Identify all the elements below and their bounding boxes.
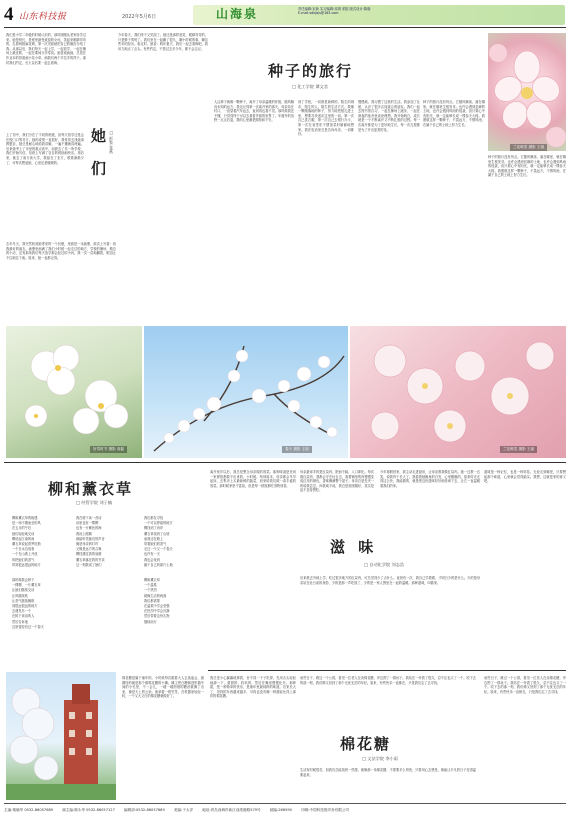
- tamen-body-c: 去年冬天，我突然收到她寄来的一个包裹，里面是一本画册，扉页上写着：给我最好的朋友。画册里画满了我们小时候一起走过的地方，学校的操场，路边的小店，还有那条我们每天放学都会经过的小河。我一页一页地翻着，眼泪止不住地往下流。原来，她一直都记得。: [6, 242, 116, 260]
- left-photo-caption: 好雪时节 摄影 高磊: [90, 446, 127, 453]
- cotton-body-e: 前些日子，路过一个公园，看见一位老人在卖棉花糖，旁边围了一群孩子。我站在一旁看了很久，忍不住也买了一个。咬下去的那一刻，我仿佛又回到了那个无忧无虑的年纪。原来，有些快乐一直都在，只是我们忘了去寻找。: [484, 676, 566, 694]
- footer-typesetting: 美编:于太洋: [173, 808, 194, 812]
- lavender-poem-col1: 柳和薰衣草的相遇 是一场不期而至的风 在五月的午后 她们轻轻地交谈 柳说起江南的雨 薰衣草说起普罗旺斯 一个在水边低垂 一个在山坡上开放 风把她们的香气 带到很远很远的地方: [12, 516, 41, 567]
- footer-postcode: 邮编:266590: [269, 808, 292, 812]
- blossom-drawing: [488, 33, 566, 151]
- cotton-body-a: 棉花糖是属于童年的。小时候每次跟着大人去逛庙会，最期待的就是那个做棉花糖的小摊。摊主把白糖倒进机器中间的小孔里，不一会儿，一缕一缕细细的糖丝就飘了出来，像是天上的云朵。他拿着一根竹签，在机器里轻轻一转，一个又大又白的棉花糖就做好了。: [122, 676, 204, 699]
- lavender-byline: □ 经管学院 刘子楠: [76, 500, 112, 505]
- section-title: 山海泉: [216, 7, 259, 21]
- zhongzi-byline: □ 化工学院 谭文君: [292, 84, 328, 89]
- ziwei-body-e: 滋味是一种记忆，也是一种牵挂。无论走到哪里，只要想起那个味道，心里就会觉得踏实。我想，这就是家的意义吧。: [484, 470, 566, 484]
- lavender-poem-col4: 那时候我会种下 一棵柳，一片薰衣草 让她们继续交谈 让风继续吹 让香气继续飘散 到很远很远的地方 去遇见另一个 在树下读诗的人 然后告诉他 这里曾经有过一个春天: [12, 578, 44, 629]
- paper-name: 山东科技报: [19, 12, 67, 22]
- ziwei-title: 滋 味: [330, 538, 378, 556]
- left-blossom-photo: [6, 326, 142, 458]
- top-right-photo-caption: 兰花映雪 摄影 王丽: [510, 144, 547, 151]
- right-blossom-drawing: [350, 326, 566, 458]
- mid-rule: [4, 462, 566, 463]
- tamen-body-b: 上了初中，我们分在了不同的班级，但每天放学还是会在校门口等对方。她的成绩一直很好，我常常去找她请教题目，她总是耐心地给我讲解，一遍不懂就讲两遍。后来她考上了市里的重点高中，而我去了另一所学校，我们开始写信，信纸上写满了各自的烦恼和快乐。再后来，她去了南方读大学，我留在了北方，联系渐渐少了，可每次想起她，心里还是暖暖的。: [6, 133, 84, 165]
- ziwei-body-d: 今年寒假回家，我主动走进厨房，让母亲教我做红烧肉。她一边教一边笑，说我终于长大了。我看着她鬓角的白发，心里酸酸的。原来时光走得这么快，我能做的，就是把这份滋味好好地传承下去，让它一直温暖着我们的家。: [380, 470, 480, 488]
- footer-address: 地址:青岛西海岸新区前湾港路579号: [202, 808, 261, 812]
- zhongzi-title: 种子的旅行: [268, 62, 354, 80]
- footer-editorial-dept: 编辑部:0532-86057689: [124, 808, 165, 812]
- lavender-poem-col5: 柳和薰衣草 一个温柔 一个热烈 就像生活的两面 我们都需要 在温柔中学会坚强 在热烈中学会沉静 然后带着这份礼物 继续前行: [144, 578, 170, 624]
- tamen-byline: □ 彭家 张燕: [109, 130, 114, 154]
- cotton-body-d: 生活有时候很苦，但我们总能找到一些甜。就像那一朵棉花糖，不需要多么昂贵，只要用心去感受，就能让平凡的日子变得温柔起来。: [300, 768, 476, 777]
- tamen-title: 她 们: [89, 128, 107, 182]
- masthead-rule: [4, 27, 566, 28]
- footer-deputy: 副主编:陈永华 0532-86057127: [62, 808, 115, 812]
- zhongzi-body-e: 种子的旅行没有终点。它随风飘荡，落在哪里，就在哪里生根发芽。也许会遇到贫瘠的土地，也许会遇到风雨的侵袭，但只要心中有阳光，就一定能够长成一棵参天大树。我愿做这样一颗种子，不畏远方，不惧风雨，在属于自己的土地上努力生长。: [488, 155, 566, 178]
- cotton-title: 棉花糖: [340, 735, 392, 753]
- ziwei-byline: □ 自动化学院 刘志浩: [364, 562, 405, 567]
- mid-blossom-photo: [144, 326, 348, 458]
- ziwei-body-a: 离开家乡以后，我总是想念母亲做的饭菜。那种味道是任何一家餐馆都做不出来的。小时候，每到周末，母亲都会早早起床，去集市上买最新鲜的蔬菜，回来给我们做一桌丰盛的饭菜。那时候家里不富裕，但是每一顿饭都吃得特别香。: [210, 470, 296, 488]
- tamen-body-d: 今年春天，我们终于又见面了。她还是那样爱笑，眼睛弯弯的，只是辫子剪短了。我们坐在一起聊了很久，聊小时候的事，聊这些年的经历。临走时，她说：明年夏天，我们一起去看海吧。我用力地点了点头。有些约定，不管过去多少年，都不会忘记。: [118, 33, 208, 51]
- building-drawing: [6, 672, 116, 800]
- page-number: 4: [4, 4, 14, 25]
- zhongzi-body-a: 人这辈子就像一颗种子，离开了母亲温暖的怀抱，随风飘向未知的远方。我还记得第一次离开家的那天，母亲站在村口，一直望着汽车远去，直到再也看不见。那时候我还不懂，只觉得终于可以去看看外面的世界了。车窗外的田野一点点后退，我的心里满是期待和不安。: [214, 100, 294, 123]
- footer-printer: 印刷:中国科技报印务有限公司: [301, 808, 350, 812]
- tamen-body-a: 我们是小学二年级的时候认识的，那时刚刚从老家转学过来。她是班长，是班里最受欢迎的女孩，笑起来眼睛弯弯的，扎着两根麻花辫，第一次见面就把自己的橡皮分给了我。从那以后，我们每天一起上学，一起放学，一起在操场上跳皮筋，一起在课间分享零食。她喜欢画画，总是在作业本的背面画小花小草，画我们两个手拉手的样子。那时我们约定，长大以后要一起去看海。: [6, 33, 86, 65]
- lavender-poem-col2: 我在树下读一首诗 诗里也有一棵柳 也有一片紫色的海 我闭上眼睛 就能听见她们的声音 像是母亲的叮咛 又像是远方的召唤 柳枝拂过我的肩膀 薰衣草落在我的书页 这一刻我成了她们: [76, 516, 105, 567]
- ziwei-body-b: 母亲最拿手的是红烧肉，肥而不腻，入口即化。每次做红烧肉，我都会守在灶台边，看着锅里的肉慢慢变成红亮的颜色，香味飘满整个屋子。母亲总是先夹一块给我尝尝，问我咸不咸，我总是说刚刚好，其实是迫不及待想吃。: [300, 470, 374, 493]
- building-photo: [6, 672, 116, 800]
- footer-editor-in-chief: 主编:秦晓华 0532-86057689: [4, 808, 54, 812]
- zhongzi-body-c: 慢慢地，我习惯了这里的生活。我参加了社团，认识了很多志同道合的朋友。我们一起去图书馆自习，一起在操场上跑步，一起在深夜的宿舍里谈论理想。我开始明白，成长就是一个不断离开又不断扎根的过程。每一次离开都是为了更好地生长，每一次扎根都是为了开出更美的花。: [358, 100, 420, 132]
- zhongzi-body-b: 到了学校，一切都是新鲜的。陌生的城市，陌生的人，陌生的生活方式。我像一颗刚落地的种子，努力地把根扎进土里，想要尽快适应这里的一切。第一次自己洗衣服，第一次自己去银行办卡，第一次在食堂吃不惯饭菜时偷偷地想家。我在电话里总是告诉母亲，一切都好。: [298, 100, 354, 137]
- footer: [4, 803, 566, 816]
- zhongzi-body-d: 种子的旅行没有终点。它随风飘荡，落在哪里，就在哪里生根发芽。也许会遇到贫瘠的土地，也许会遇到风雨的侵袭，但只要心中有阳光，就一定能够长成一棵参天大树。我愿做这样一颗种子，不畏远方，不惧风雨，在属于自己的土地上努力生长。: [423, 100, 485, 127]
- lavender-title: 柳和薰衣草: [48, 480, 134, 498]
- cotton-byline: □ 文法学院 李小雨: [362, 756, 398, 761]
- ziwei-body-c: 后来我去外地上学，吃过很多地方的红烧肉，可总觉得少了点什么。直到有一次，我自己学着做，才明白少的是什么。少的是母亲站在灶台前的身影，少的是那一声吃饭了，少的是一家人围坐在一起的温暖。那种滋味，叫做家。: [300, 576, 480, 585]
- editors-names: 责任编辑:宋新 实习编辑:邓琪 邓振 版式设计:陈晓: [298, 7, 371, 11]
- mid-blossom-drawing: [144, 326, 348, 458]
- lavender-poem-col3: 我们都在寻找 一个可以停留的地方 柳找到了河岸 薰衣草找到了山坡 而我还在路上 带着她们的香气 走过一个又一个春天 也许有一天 我也会找到 属于自己的那片土地: [144, 516, 173, 567]
- right-photo-caption: 兰花映雪 摄影 王丽: [500, 446, 537, 453]
- editors-line: [298, 7, 564, 15]
- editors-email: E-mail:sdkjbjs@163.com: [298, 11, 339, 15]
- right-blossom-photo: [350, 326, 566, 458]
- top-right-blossom-photo: [488, 33, 566, 151]
- cotton-body-c: 前些日子，路过一个公园，看见一位老人在卖棉花糖，旁边围了一群孩子。我站在一旁看了很久，忍不住也买了一个。咬下去的那一刻，我仿佛又回到了那个无忧无虑的年纪。原来，有些快乐一直都在，只是我们忘了去寻找。: [300, 676, 476, 685]
- cotton-body-b: 我总是小心翼翼地捧着，舍不得一下子吃掉，先用舌头轻轻地舔一下，甜甜的，软软的，然后在嘴里慢慢化开。那种甜，是一种简单的快乐，是童年里最纯粹的味道。后来长大了，见到的东西越来越多，可再也没有哪一种甜能比得上那时的棉花糖。: [210, 676, 296, 699]
- mid-photo-caption: 春天 摄影 王丽: [282, 446, 312, 453]
- issue-date: 2022年5月6日: [122, 14, 157, 20]
- left-blossom-drawing: [6, 326, 142, 458]
- lower-rule: [208, 670, 566, 671]
